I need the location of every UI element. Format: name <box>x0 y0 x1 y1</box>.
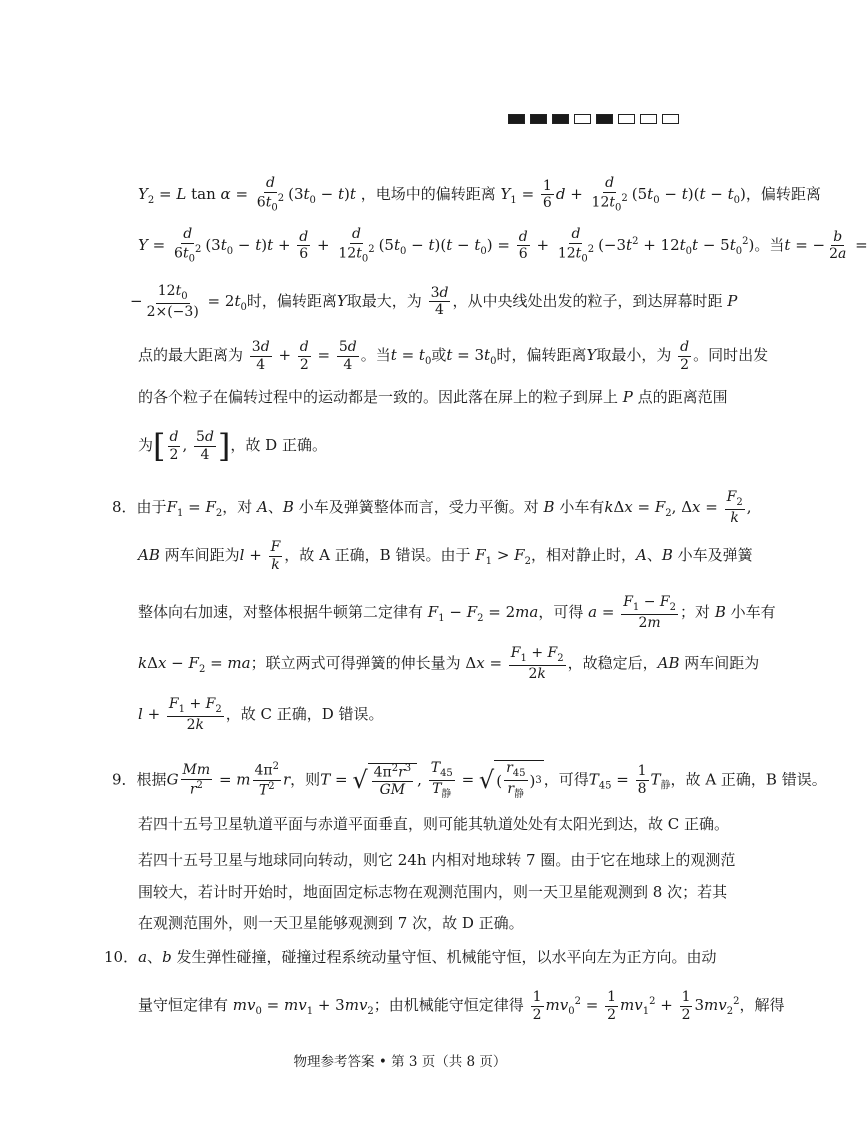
page-indicator-square <box>574 114 591 124</box>
q9-line-5: 在观测范围外，则一天卫星能够观测到 7 次，故 D 正确。 <box>138 914 524 932</box>
q9-line-1: 9．根据G $\frac{Mm}{r^2}$ = m $\frac{4\pi^2}{T^2}$ r，则T = √ $\frac{4\pi^2r^3}{GM}$ , $\frac{T_{45}}{T_静}$ = √ ( $\frac{r_{45}}{r_静}$ ) 3 ，可得$T_{45}$ = $\frac{1}{8}$ $T_静$，故 A 正确，B 错误。 <box>112 759 827 801</box>
q8-line-2: AB 两车间距为l + $\frac{F}{k}$ ，故 A 正确，B 错误。由于 $F_1 > F_2$，相对静止时，A、B 小车及弹簧 <box>138 539 753 573</box>
q8-line-3: 整体向右加速，对整体根据牛顿第二定律有 $F_1 - F_2 = 2ma$，可得 a = $\frac{F_1 - F_2}{2m}$ ；对 B 小车有 <box>138 594 776 632</box>
q9-line-2: 若四十五号卫星轨道平面与赤道平面垂直，则可能其轨道处处有太阳光到达，故 C 正确。 <box>138 815 730 833</box>
q7-line-6: 为[ $\frac{d}{2}$ , $\frac{5d}{4}$ ]，故 D 正确。 <box>138 427 327 466</box>
q8-line-4: $k\Delta x - F_2$ = ma；联立两式可得弹簧的伸长量为 Δx = $\frac{F_1 + F_2}{2k}$ ，故稳定后，AB 两车间距为 <box>138 645 760 683</box>
q7-line-1: $Y_2 = L$ tan α = $\frac{d}{6t_0^2}$ $(3t_0 - t)t$ ，电场中的偏转距离 $Y_1$ = $\frac{1}{6}$ d + $\frac{d}{12t_0^2}$ $(5t_0 - t)(t - t_0)$，偏转距离 <box>138 175 821 214</box>
page-indicator <box>508 114 679 124</box>
page-indicator-square <box>640 114 657 124</box>
page-indicator-square <box>508 114 525 124</box>
page-indicator-square <box>552 114 569 124</box>
page-indicator-square <box>596 114 613 124</box>
q7-line-5: 的各个粒子在偏转过程中的运动都是一致的。因此落在屏上的粒子到屏上 P 点的距离范围 <box>138 388 728 406</box>
page-indicator-square <box>662 114 679 124</box>
page-indicator-square <box>618 114 635 124</box>
q10-line-1: 10．a、b 发生弹性碰撞，碰撞过程系统动量守恒、机械能守恒，以水平向左为正方向。由动 <box>104 948 717 966</box>
q7-line-4: 点的最大距离为 $\frac{3d}{4}$ + $\frac{d}{2}$ = $\frac{5d}{4}$ 。当$t = t_0$或$t = 3t_0$时，偏转距离Y取最小，为 $\frac{d}{2}$ 。同时出发 <box>138 339 769 373</box>
q10-line-2: 量守恒定律有 $mv_0 = mv_1 + 3mv_2$；由机械能守恒定律得 $\frac{1}{2}$ $mv_0^2$ = $\frac{1}{2}$ $mv_1^2$ + $\frac{1}{2}$ $3mv_2^2$，解得 <box>138 989 785 1023</box>
q9-line-3: 若四十五号卫星与地球同向转动，则它 24h 内相对地球转 7 圈。由于它在地球上的观测范 <box>138 851 736 869</box>
q8-line-1: 8．由于$F_1 = F_2$，对 A、B 小车及弹簧整体而言，受力平衡。对 B 小车有$k\Delta x = F_2$, Δx = $\frac{F_2}{k}$ , <box>112 489 752 527</box>
page-footer: 物理参考答案 • 第 3 页（共 8 页） <box>293 1054 507 1070</box>
q7-line-3: − $\frac{12t_0}{2\times(-3)}$ = $2t_0$时，偏转距离Y取最大，为 $\frac{3d}{4}$ ，从中央线处出发的粒子，到达屏幕时距 P <box>130 283 738 321</box>
q7-line-2: Y = $\frac{d}{6t_0^2}$ $(3t_0 - t)t$ + $\frac{d}{6}$ + $\frac{d}{12t_0^2}$ $(5t_0 - t)(t - t_0)$ = $\frac{d}{6}$ + $\frac{d}{12t_0^2}$ $(-3t^2 + 12t_0t - 5t_0^2)$。当t = − $\frac{b}{2a}$ = <box>138 226 868 265</box>
q9-line-4: 围较大，若计时开始时，地面固定标志物在观测范围内，则一天卫星能观测到 8 次；若其 <box>138 883 728 901</box>
page-indicator-square <box>530 114 547 124</box>
q8-line-5: l + $\frac{F_1 + F_2}{2k}$ ，故 C 正确，D 错误。 <box>138 696 384 734</box>
